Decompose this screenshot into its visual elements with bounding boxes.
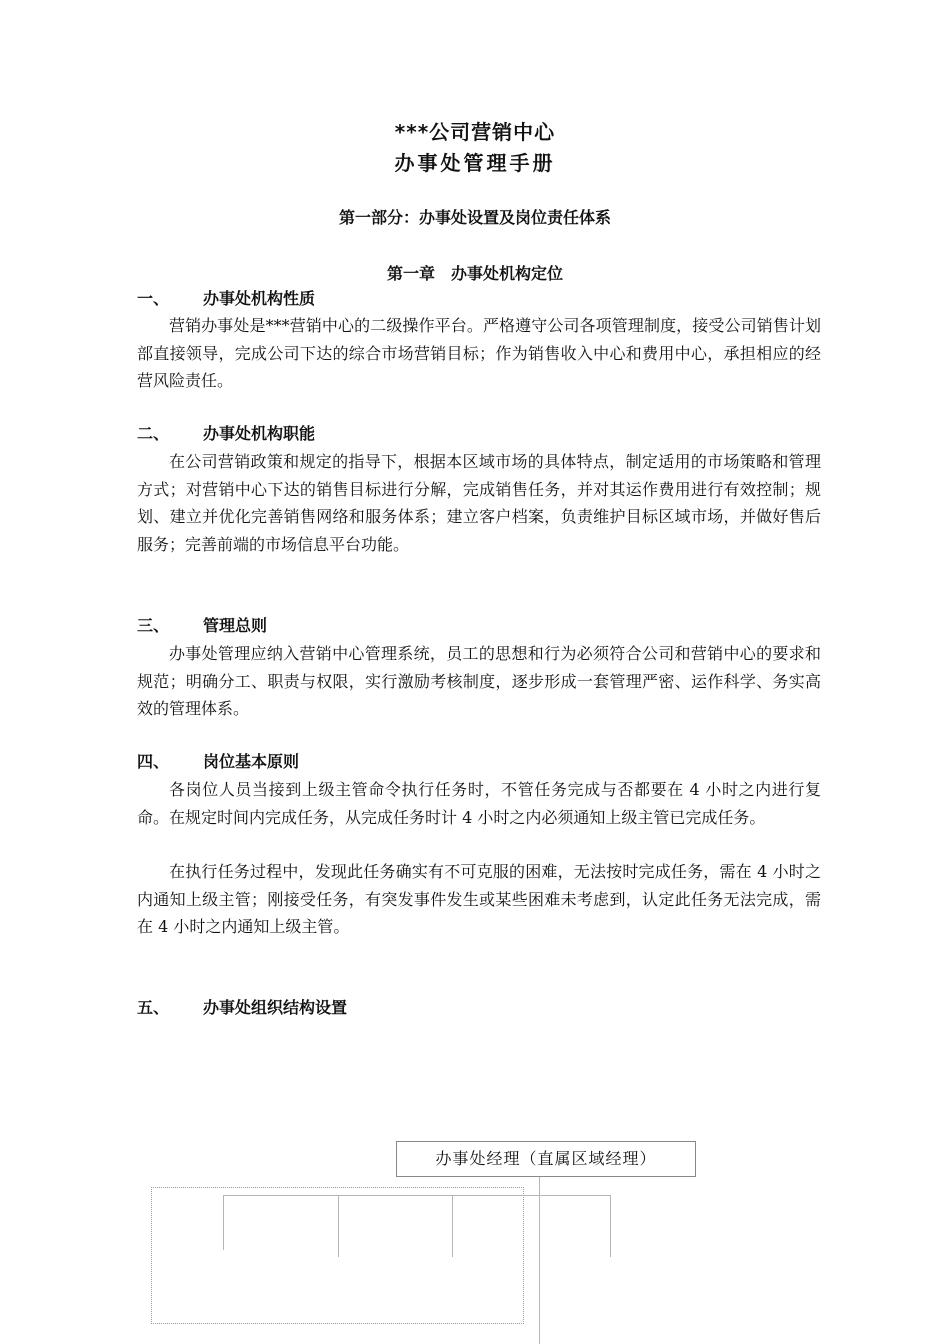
- section-title: 岗位基本原则: [203, 752, 300, 771]
- section-number: 三、: [137, 616, 170, 635]
- document-subtitle: 办事处管理手册: [394, 151, 556, 175]
- org-chart-branch-line: [338, 1195, 339, 1257]
- document-title: ***公司营销中心: [394, 120, 556, 144]
- org-chart-manager-box: 办事处经理（直属区域经理）: [396, 1141, 696, 1177]
- org-chart-branch-line: [223, 1195, 224, 1250]
- section-heading-5: [137, 996, 347, 1020]
- section-title: 办事处机构职能: [203, 424, 316, 443]
- part-heading: 第一部分：办事处设置及岗位责任体系: [338, 208, 611, 227]
- section-3-paragraph: 办事处管理应纳入营销中心管理系统，员工的思想和行为必须符合公司和营销中心的要求和规范；明确分工、职责与权限，实行激励考核制度，逐步形成一套管理严密、运作科学、务实高效的管理体系。: [137, 644, 821, 718]
- section-number: 二、: [137, 424, 170, 443]
- chapter-heading: 第一章 办事处机构定位: [386, 264, 563, 283]
- section-number: 五、: [137, 998, 170, 1017]
- section-heading-3: [137, 614, 267, 638]
- section-title: 办事处组织结构设置: [203, 998, 348, 1017]
- section-heading-4: [137, 750, 299, 774]
- section-number: 四、: [137, 752, 170, 771]
- section-title: 管理总则: [203, 616, 268, 635]
- org-chart-vertical-connector: [539, 1177, 540, 1344]
- section-heading-2: [137, 422, 315, 446]
- org-chart-horizontal-connector: [223, 1195, 611, 1196]
- section-4-paragraph-2: 在执行任务过程中，发现此任务确实有不可克服的困难，无法按时完成任务，需在 4 小时之内通知上级主管；刚接受任务，有突发事件发生或某些困难未考虑到，认定此任务无法完成，需在 4 小时之内通知上级主管。: [137, 862, 821, 936]
- section-1-paragraph: 营销办事处是***营销中心的二级操作平台。严格遵守公司各项管理制度，接受公司销售计划部直接领导，完成公司下达的综合市场营销目标；作为销售收入中心和费用中心，承担相应的经营风险责任。: [137, 316, 821, 390]
- org-chart-branch-line: [452, 1195, 453, 1257]
- section-4-paragraph-1: 各岗位人员当接到上级主管命令执行任务时，不管任务完成与否都要在 4 小时之内进行复命。在规定时间内完成任务，从完成任务时计 4 小时之内必须通知上级主管已完成任务。: [137, 780, 821, 827]
- section-heading-1: [137, 287, 315, 311]
- section-title: 办事处机构性质: [203, 289, 316, 308]
- section-number: 一、: [137, 289, 170, 308]
- org-chart-branch-line: [610, 1195, 611, 1257]
- section-2-paragraph: 在公司营销政策和规定的指导下，根据本区域市场的具体特点，制定适用的市场策略和管理方式；对营销中心下达的销售目标进行分解，完成销售任务，并对其运作费用进行有效控制；规划、建立并优化完善销售网络和服务体系；建立客户档案，负责维护目标区域市场，并做好售后服务；完善前端的市场信息平台功能。: [137, 452, 821, 554]
